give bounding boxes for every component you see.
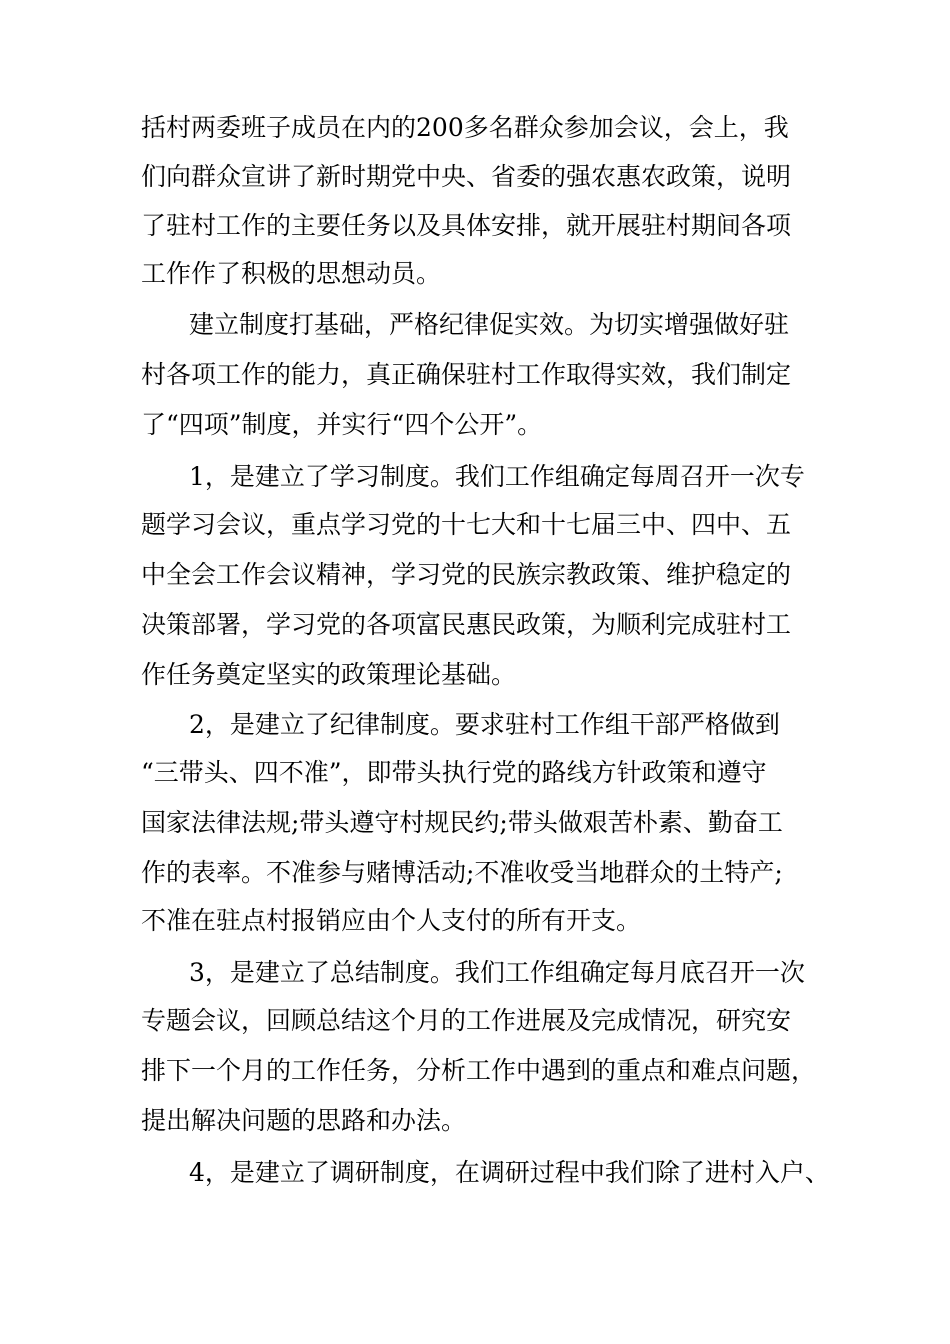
text-line: 决策部署，学习党的各项富民惠民政策，为顺利完成驻村工 [141,610,792,639]
text-line: 专题会议，回顾总结这个月的工作进展及完成情况，研究安 [141,1006,792,1035]
text-line: 中全会工作会议精神，学习党的民族宗教政策、维护稳定的 [141,560,792,589]
text-line: 作的表率。不准参与赌博活动;不准收受当地群众的土特产; [141,858,783,887]
text-line: 了“四项”制度，并实行“四个公开”。 [141,410,543,439]
text-line: 2，是建立了纪律制度。要求驻村工作组干部严格做到 [189,710,780,739]
text-line: 提出解决问题的思路和办法。 [141,1106,467,1135]
text-line: 村各项工作的能力，真正确保驻村工作取得实效，我们制定 [141,360,792,389]
text-line: 作任务奠定坚实的政策理论基础。 [141,660,517,689]
text-line: 们向群众宣讲了新时期党中央、省委的强农惠农政策，说明 [141,162,792,191]
text-line: “三带头、四不准”，即带头执行党的路线方针政策和遵守 [141,758,767,787]
text-line: 1，是建立了学习制度。我们工作组确定每周召开一次专 [189,462,805,491]
text-line: 不准在驻点村报销应由个人支付的所有开支。 [141,906,642,935]
text-line: 括村两委班子成员在内的200多名群众参加会议，会上，我 [141,113,789,142]
text-line: 国家法律法规;带头遵守村规民约;带头做艰苦朴素、勤奋工 [141,808,783,837]
text-line: 了驻村工作的主要任务以及具体安排，就开展驻村期间各项 [141,211,792,240]
text-line: 建立制度打基础，严格纪律促实效。为切实增强做好驻 [189,310,790,339]
text-line: 题学习会议，重点学习党的十七大和十七届三中、四中、五 [141,510,792,539]
text-line: 4，是建立了调研制度，在调研过程中我们除了进村入户、 [189,1158,830,1187]
text-line: 3，是建立了总结制度。我们工作组确定每月底召开一次 [189,958,805,987]
text-line: 排下一个月的工作任务，分析工作中遇到的重点和难点问题， [141,1056,817,1085]
text-line: 工作作了积极的思想动员。 [141,259,442,288]
